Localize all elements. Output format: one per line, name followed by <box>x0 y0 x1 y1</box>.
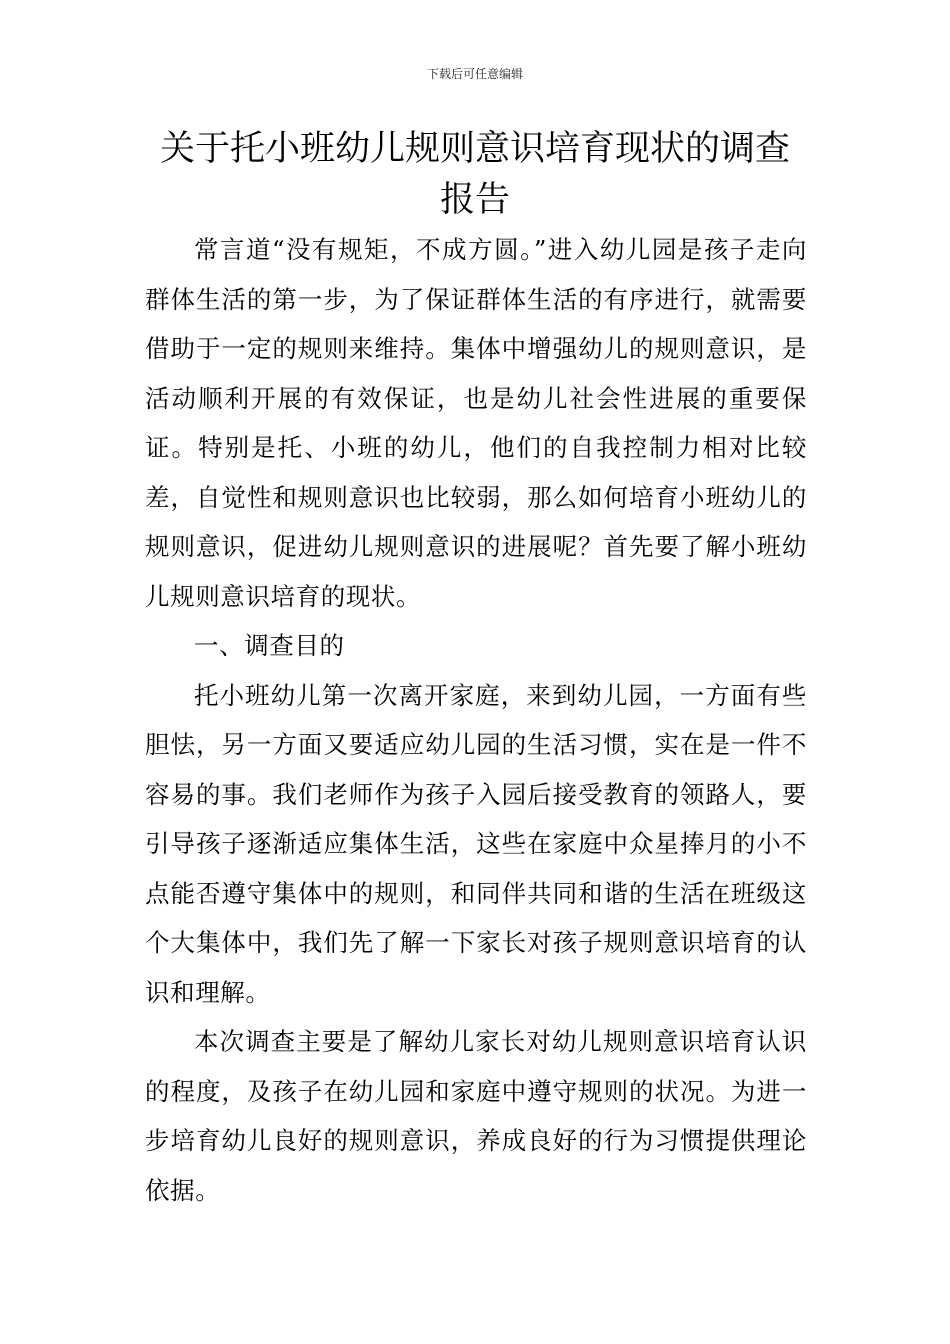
section-heading-survey-purpose: 一、调查目的 <box>194 631 345 660</box>
paragraph-purpose-background: 托小班幼儿第一次离开家庭，来到幼儿园，一方面有些胆怯，另一方面又要适应幼儿园的生活习惯，实在是一件不容易的事。我们老师作为孩子入园后接受教育的领路人，要引导孩子逐渐适应集体生活，这些在家庭中众星捧月的小不点能否遵守集体中的规则，和同伴共同和谐的生活在班级这个大集体中，我们先了解一下家长对孩子规则意识培育的认识和理解。 <box>145 680 807 1007</box>
paragraph-intro: 常言道“没有规矩，不成方圆。”进入幼儿园是孩子走向群体生活的第一步，为了保证群体生活的有序进行，就需要借助于一定的规则来维持。集体中增强幼儿的规则意识，是活动顺利开展的有效保证，也是幼儿社会性进展的重要保证。特别是托、小班的幼儿，他们的自我控制力相对比较差，自觉性和规则意识也比较弱，那么如何培育小班幼儿的规则意识，促进幼儿规则意识的进展呢？首先要了解小班幼儿规则意识培育的现状。 <box>145 235 807 611</box>
paragraph-purpose-scope: 本次调查主要是了解幼儿家长对幼儿规则意识培育认识的程度，及孩子在幼儿园和家庭中遵守规则的状况。为进一步培育幼儿良好的规则意识，养成良好的行为习惯提供理论依据。 <box>145 1027 807 1205</box>
header-note: 下载后可任意编辑 <box>426 67 523 81</box>
document-title: 关于托小班幼儿规则意识培育现状的调查报告 <box>159 129 790 220</box>
document-body <box>145 225 807 1215</box>
